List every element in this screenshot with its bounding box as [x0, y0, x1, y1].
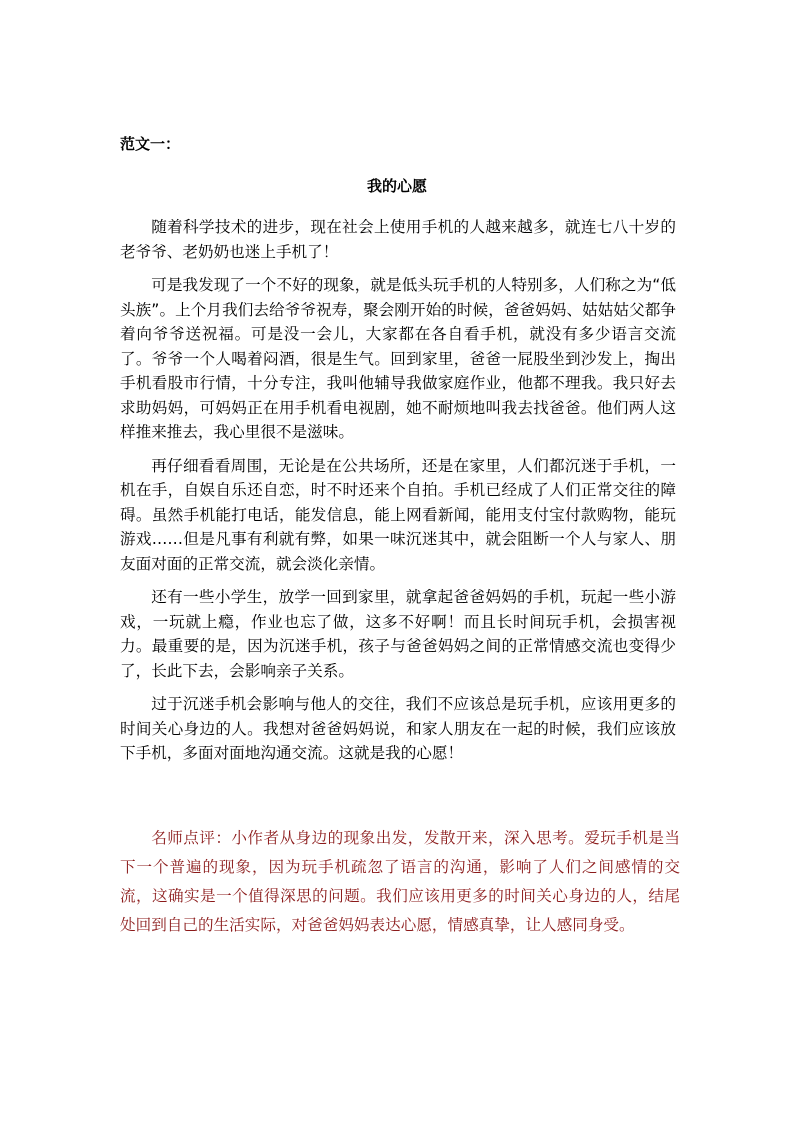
- essay-paragraph-1: 随着科学技术的进步，现在社会上使用手机的人越来越多，就连七八十岁的老爷爷、老奶奶也迷上手机了！: [120, 218, 676, 261]
- essay-paragraph-3: 再仔细看看周围，无论是在公共场所，还是在家里，人们都沉迷于手机，一机在手，自娱自乐还自恋，时不时还来个自拍。手机已经成了人们正常交往的障碍。虽然手机能打电话，能发信息，能上网看新闻，能用支付宝付款购物，能玩游戏……但是凡事有利就有弊，如果一味沉迷其中，就会阻断一个人与家人、朋友面对面的正常交流，就会淡化亲情。: [120, 456, 676, 573]
- section-heading: 范文一：: [120, 135, 181, 153]
- essay-title: 我的心愿: [366, 177, 427, 195]
- essay-body: [120, 215, 676, 775]
- essay-paragraph-4: 还有一些小学生，放学一回到家里，就拿起爸爸妈妈的手机，玩起一些小游戏，一玩就上瘾，作业也忘了做，这多不好啊！而且长时间玩手机，会损害视力。最重要的是，因为沉迷手机，孩子与爸爸妈妈之间的正常情感交流也变得少了，长此下去，会影响亲子关系。: [120, 588, 676, 680]
- essay-paragraph-2: 可是我发现了一个不好的现象，就是低头玩手机的人特别多，人们称之为“低头族”。上个月我们去给爷爷祝寿，聚会刚开始的时候，爸爸妈妈、姑姑姑父都争着向爷爷送祝福。可是没一会儿，大家都在各自看手机，就没有多少语言交流了。爷爷一个人喝着闷酒，很是生气。回到家里，爸爸一屁股坐到沙发上，掏出手机看股市行情，十分专注，我叫他辅导我做家庭作业，他都不理我。我只好去求助妈妈，可妈妈正在用手机看电视剧，她不耐烦地叫我去找爸爸。他们两人这样推来推去，我心里很不是滋味。: [120, 276, 676, 441]
- teacher-comment: 名师点评：小作者从身边的现象出发，发散开来，深入思考。爱玩手机是当下一个普遍的现象，因为玩手机疏忽了语言的沟通，影响了人们之间感情的交流，这确实是一个值得深思的问题。我们应该用更多的时间关心身边的人，结尾处回到自己的生活实际，对爸爸妈妈表达心愿，情感真挚，让人感同身受。: [120, 829, 680, 934]
- essay-paragraph-5: 过于沉迷手机会影响与他人的交往，我们不应该总是玩手机，应该用更多的时间关心身边的人。我想对爸爸妈妈说，和家人朋友在一起的时候，我们应该放下手机，多面对面地沟通交流。这就是我的心愿！: [120, 695, 676, 762]
